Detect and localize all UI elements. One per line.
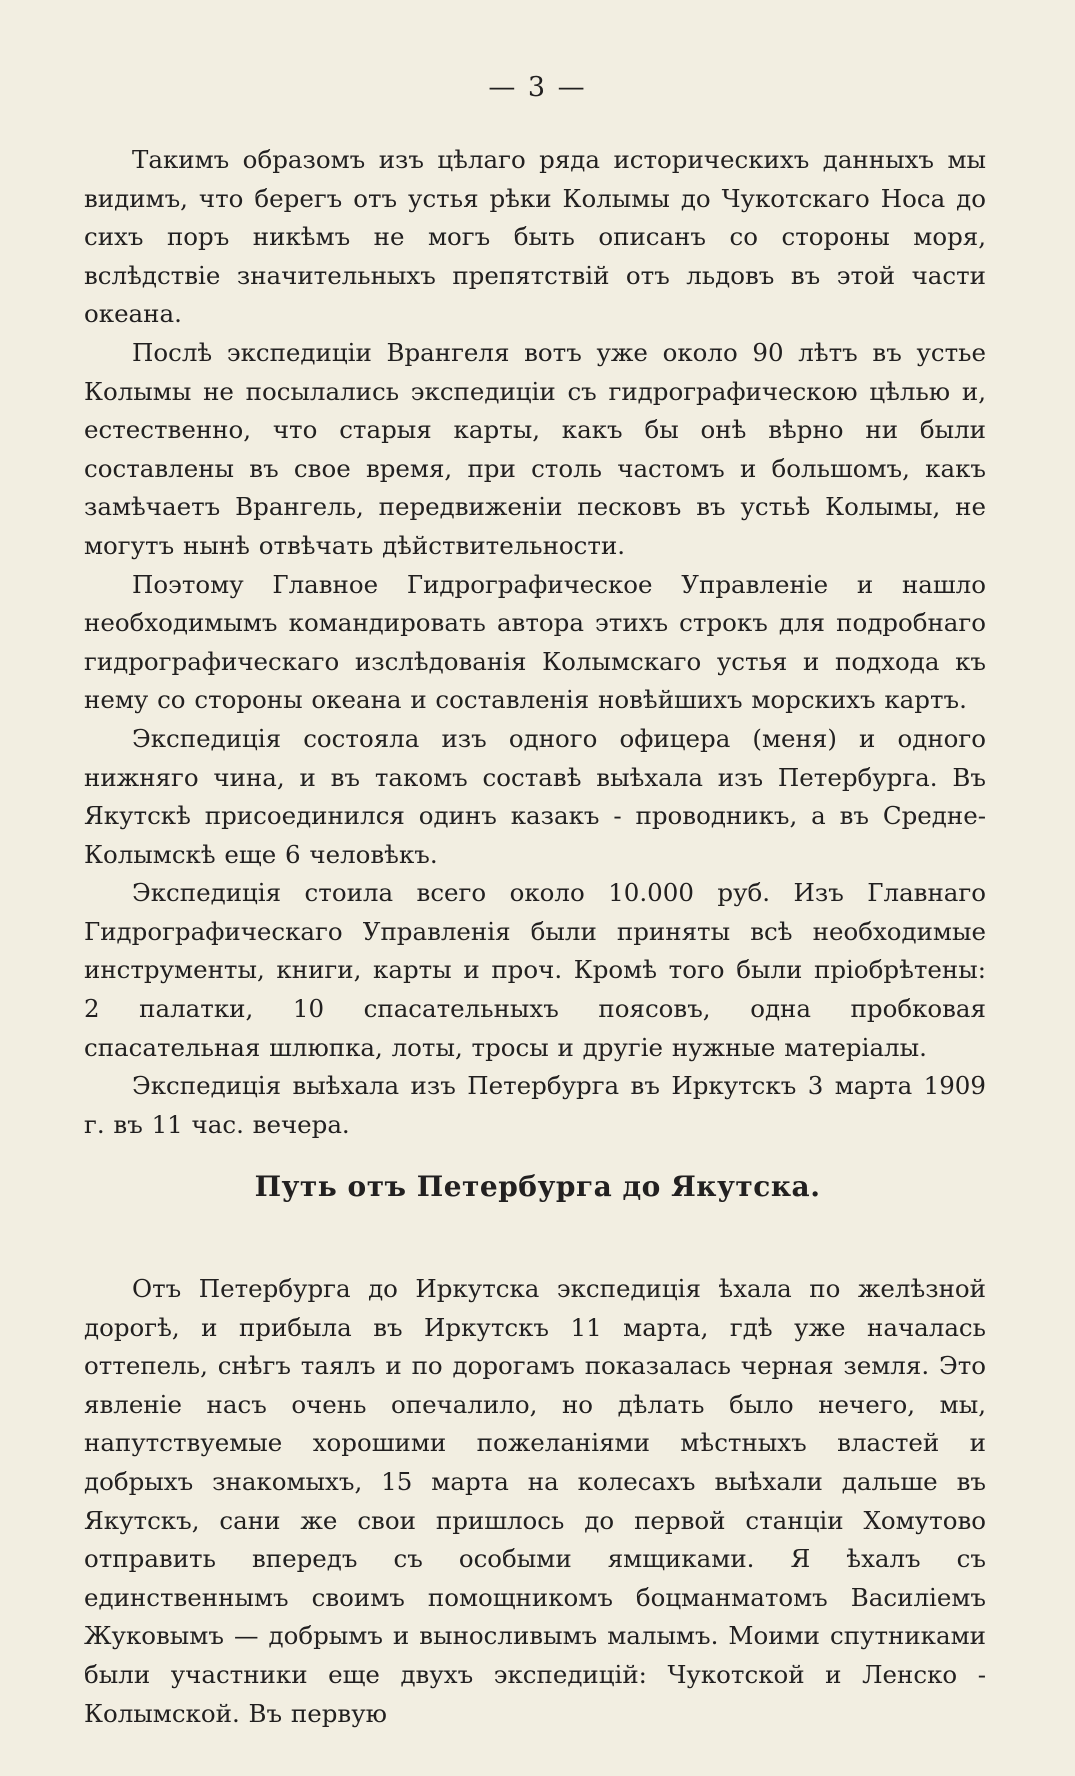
paragraph: Отъ Петербурга до Иркутска экспедиція ѣхала по желѣзной дорогѣ, и прибыла въ Иркутскъ 11 марта, гдѣ уже началась оттепель, снѣгъ таялъ и по дорогамъ показалась черная земля. Это явленіе насъ очень опечалило, но дѣлать было нечего, мы, напутствуемые хорошими пожеланіями мѣстныхъ властей и добрыхъ знакомыхъ, 15 марта на колесахъ выѣхали дальше въ Якутскъ, сани же свои пришлось до первой станціи Хомутово отправить впередъ съ особыми ямщиками. Я ѣхалъ съ единственнымъ своимъ помощникомъ боцманматомъ Василіемъ Жуковымъ — добрымъ и выносливымъ малымъ. Моими спутниками были участники еще двухъ экспедицій: Чукотской и Ленско - Колымской. Въ первую (84, 1274, 986, 1728)
paragraph: Поэтому Главное Гидрографическое Управленіе и нашло необходимымъ командировать автора этихъ строкъ для подробнаго гидрографическаго изслѣдованія Колымскаго устья и подхода къ нему со стороны океана и составленія новѣйшихъ морскихъ картъ. (84, 569, 986, 715)
paragraph: Послѣ экспедиціи Врангеля вотъ уже около 90 лѣтъ въ устье Колымы не посылались экспедиціи съ гидрографическою цѣлью и, естественно, что старыя карты, какъ бы онѣ вѣрно ни были составлены въ свое время, при столь частомъ и большомъ, какъ замѣчаетъ Врангель, передвиженіи песковъ въ устьѣ Колымы, не могутъ нынѣ отвѣчать дѣйствительности. (84, 337, 986, 560)
intro-text (84, 141, 986, 1144)
section-text (84, 1270, 986, 1733)
paragraph: Экспедиція выѣхала изъ Петербурга въ Иркутскъ 3 марта 1909 г. въ 11 час. вечера. (84, 1071, 986, 1139)
paragraph: Такимъ образомъ изъ цѣлаго ряда историческихъ данныхъ мы видимъ, что берегъ отъ устья рѣки Колымы до Чукотскаго Носа до сихъ поръ никѣмъ не могъ быть описанъ со стороны моря, вслѣдствіе значительныхъ препятствій отъ льдовъ въ этой части океана. (84, 145, 986, 329)
page-number: — 3 — (488, 72, 587, 103)
paragraph: Экспедиція стоила всего около 10.000 руб. Изъ Главнаго Гидрографическаго Управленія были приняты всѣ необходимые инструменты, книги, карты и проч. Кромѣ того были пріобрѣтены: 2 палатки, 10 спасательныхъ поясовъ, одна пробковая спасательная шлюпка, лоты, тросы и другіе нужные матеріалы. (84, 878, 986, 1062)
section-heading: Путь отъ Петербурга до Якутска. (254, 1170, 821, 1203)
paragraph: Экспедиція состояла изъ одного офицера (меня) и одного нижняго чина, и въ такомъ составѣ выѣхала изъ Петербурга. Въ Якутскѣ присоединился одинъ казакъ - проводникъ, а въ Средне-Колымскѣ еще 6 человѣкъ. (84, 723, 986, 869)
